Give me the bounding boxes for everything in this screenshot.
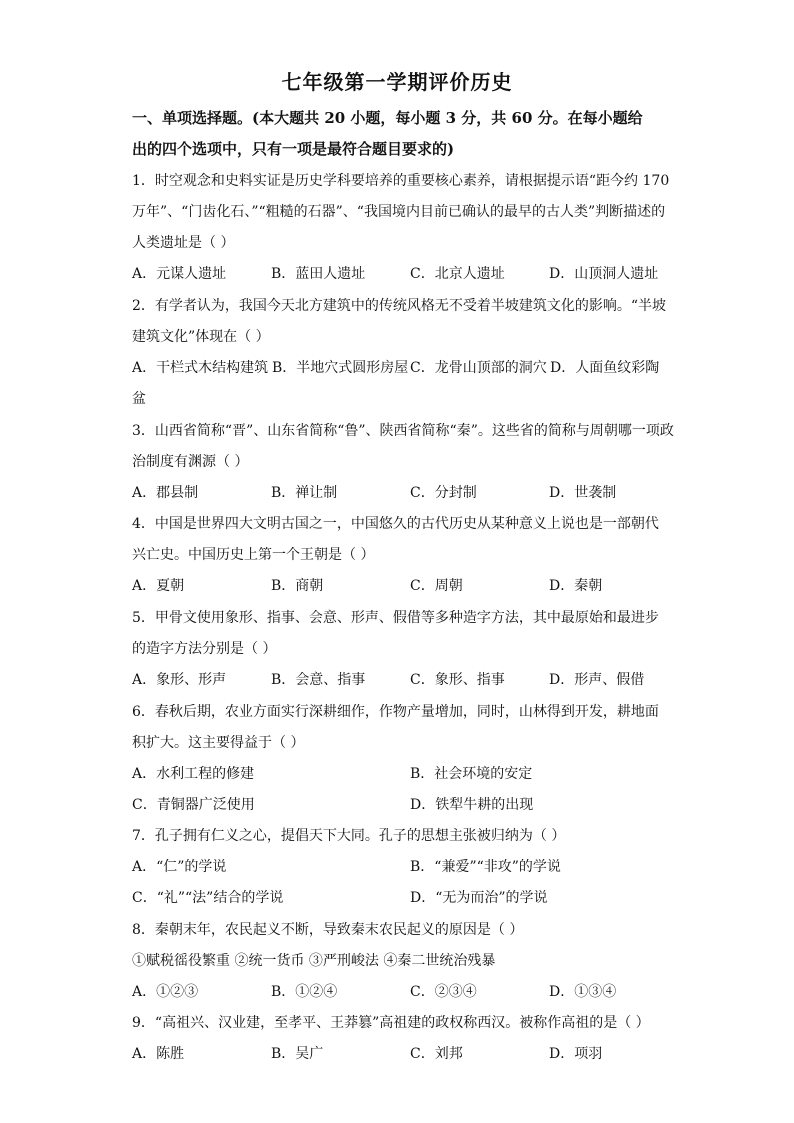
question-1-option-d: D．山顶洞人遗址 — [549, 266, 659, 282]
question-1-line-2: 万年”、“门齿化石、”“粗糙的石器”、“我国境内目前已确认的最早的古人类”判断描述的 — [132, 204, 666, 220]
question-4-option-c: C．周朝 — [410, 578, 463, 594]
question-6-line-2: 积扩大。这主要得益于（ ） — [132, 735, 305, 751]
question-4-line-2: 兴亡史。中国历史上第一个王朝是（ ） — [132, 547, 375, 563]
question-3-line-2: 治制度有渊源（ ） — [132, 454, 249, 470]
question-4-option-d: D．秦朝 — [549, 578, 603, 594]
question-6-option-a: A．水利工程的修建 — [132, 766, 255, 782]
question-3-option-c: C．分封制 — [410, 485, 477, 501]
question-4-option-a: A．夏朝 — [132, 578, 185, 594]
question-2-option-d: D．人面鱼纹彩陶 — [550, 360, 660, 376]
question-8-line-2: ①赋税徭役繁重 ②统一货币 ③严刑峻法 ④秦二世统治残暴 — [132, 953, 496, 969]
question-7-option-c: C．“礼”“法”结合的学说 — [132, 890, 284, 906]
page-title: 七年级第一学期评价历史 — [281, 70, 513, 94]
question-3-option-d: D．世袭制 — [549, 485, 617, 501]
question-6-line-1: 6．春秋后期，农业方面实行深耕细作，作物产量增加，同时，山林得到开发，耕地面 — [132, 704, 659, 720]
question-9-option-c: C．刘邦 — [410, 1046, 463, 1062]
question-5-option-b: B．会意、指事 — [271, 672, 366, 688]
question-8-option-b: B．①②④ — [271, 984, 338, 1000]
question-5-option-d: D．形声、假借 — [549, 672, 645, 688]
question-5-line-1: 5．甲骨文使用象形、指事、会意、形声、假借等多种造字方法，其中最原始和最进步 — [132, 610, 659, 626]
question-1-option-a: A．元谋人遗址 — [132, 266, 227, 282]
question-3-option-a: A．郡县制 — [132, 485, 199, 501]
question-8-option-d: D．①③④ — [549, 984, 617, 1000]
question-7-line-1: 7．孔子拥有仁义之心，提倡天下大同。孔子的思想主张被归纳为（ ） — [132, 828, 566, 844]
question-4-line-1: 4．中国是世界四大文明古国之一，中国悠久的古代历史从某种意义上说也是一部朝代 — [132, 516, 659, 532]
question-6-option-b: B．社会环境的安定 — [410, 766, 533, 782]
question-7-option-a: A．“仁”的学说 — [132, 859, 227, 875]
question-8-option-c: C．②③④ — [410, 984, 477, 1000]
question-9-option-d: D．项羽 — [549, 1046, 603, 1062]
question-8-line-1: 8．秦朝末年，农民起义不断，导致秦末农民起义的原因是（ ） — [132, 922, 524, 938]
question-2-option-a: A．干栏式木结构建筑 — [132, 360, 269, 376]
question-1-option-b: B．蓝田人遗址 — [271, 266, 366, 282]
question-1-option-c: C．北京人遗址 — [410, 266, 505, 282]
question-6-option-d: D．铁犁牛耕的出现 — [410, 797, 534, 813]
question-9-option-b: B．吴广 — [271, 1046, 324, 1062]
section-heading-line2: 出的四个选项中，只有一项是最符合题目要求的) — [132, 140, 455, 158]
question-9-line-1: 9．“高祖兴、汉业建，至孝平、王莽篡”高祖建的政权称西汉。被称作高祖的是（ ） — [132, 1015, 650, 1031]
question-9-option-a: A．陈胜 — [132, 1046, 185, 1062]
question-2-line-1: 2．有学者认为，我国今天北方建筑中的传统风格无不受着半坡建筑文化的影响。“半坡 — [132, 298, 667, 314]
question-2-option-d-wrap: 盆 — [132, 391, 146, 407]
question-5-option-c: C．象形、指事 — [410, 672, 505, 688]
question-3-option-b: B．禅让制 — [271, 485, 338, 501]
question-1-line-1: 1．时空观念和史料实证是历史学科要培养的重要核心素养，请根据提示语“距今约 170 — [132, 173, 670, 189]
question-5-option-a: A．象形、形声 — [132, 672, 227, 688]
question-5-line-2: 的造字方法分别是（ ） — [132, 641, 277, 657]
question-1-line-3: 人类遗址是（ ） — [132, 235, 235, 251]
question-4-option-b: B．商朝 — [271, 578, 324, 594]
question-7-option-d: D．“无为而治”的学说 — [410, 890, 548, 906]
question-2-line-2: 建筑文化”体现在（ ） — [132, 329, 270, 345]
question-3-line-1: 3．山西省简称“晋”、山东省简称“鲁”、陕西省简称“秦”。这些省的简称与周朝哪一项政 — [132, 423, 674, 439]
question-2-option-b: B．半地穴式圆形房屋 — [272, 360, 409, 376]
section-heading-line1: 一、单项选择题。(本大题共 20 小题，每小题 3 分，共 60 分。在每小题给 — [132, 109, 643, 127]
question-6-option-c: C．青铜器广泛使用 — [132, 797, 255, 813]
question-7-option-b: B．“兼爱”“非攻”的学说 — [410, 859, 561, 875]
question-8-option-a: A．①②③ — [132, 984, 199, 1000]
question-2-option-c: C．龙骨山顶部的洞穴 — [410, 360, 547, 376]
